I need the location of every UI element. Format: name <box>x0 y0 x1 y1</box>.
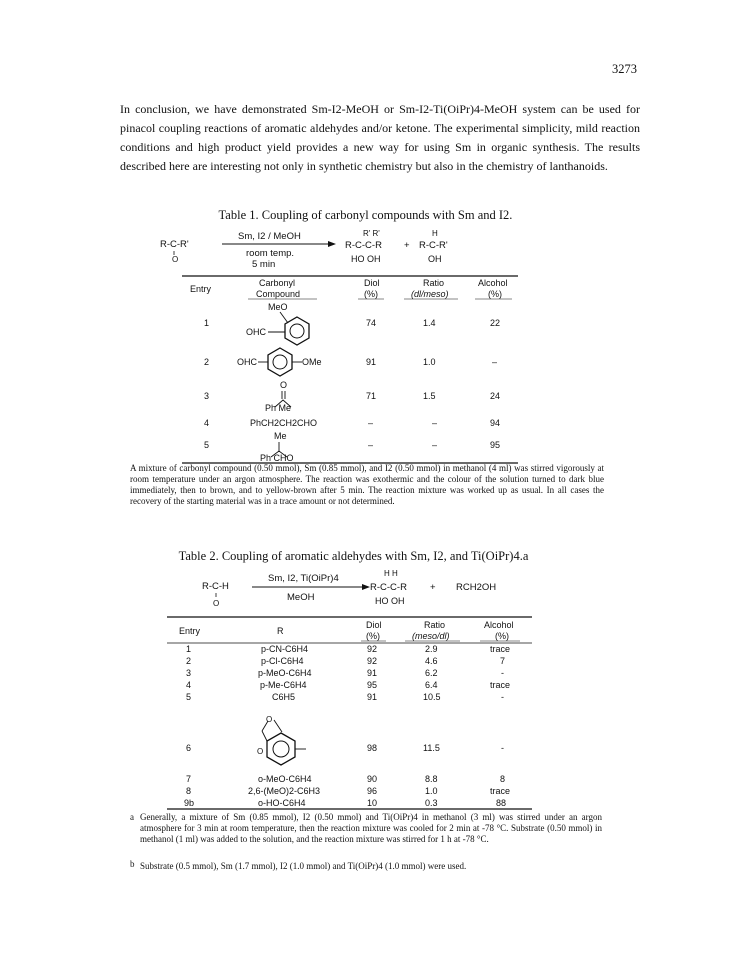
t2-r8-entry: 8 <box>186 786 192 796</box>
t1-reagents: Sm, I2 / MeOH <box>238 231 301 242</box>
t1-h-alc2: (%) <box>488 289 502 299</box>
t2-h-diol2: (%) <box>366 631 380 641</box>
t2-r5-diol: 91 <box>367 692 378 702</box>
t2-r6-entry: 6 <box>186 743 192 753</box>
t1-r3-sub: O <box>280 380 288 390</box>
t1-header <box>190 278 512 299</box>
t1-r1-alc: 22 <box>490 318 501 328</box>
t2-r5-ratio: 10.5 <box>423 692 441 702</box>
t1-r2-alc: – <box>492 357 498 367</box>
t1-r4-diol: – <box>368 418 374 428</box>
t2-r2-alc: 7 <box>500 656 506 666</box>
t2-r7-diol: 90 <box>367 774 378 784</box>
t1-r5-diol: – <box>368 440 374 450</box>
t1-r2-diol: 91 <box>366 357 377 367</box>
t1-rows <box>204 302 500 463</box>
t1-p1: R-C-C-R <box>345 240 382 251</box>
t2-r6-diol: 98 <box>367 743 378 753</box>
t2-r2-diol: 92 <box>367 656 378 666</box>
t2-header <box>179 620 520 641</box>
svg-text:O: O <box>266 715 273 724</box>
t1-r1-entry: 1 <box>204 318 210 328</box>
t1-r3-ratio: 1.5 <box>423 391 436 401</box>
t2-r2-ratio: 4.6 <box>425 656 438 666</box>
page-number: 3273 <box>612 62 637 76</box>
t2-r9-alc: 88 <box>496 798 507 808</box>
t2-r8-diol: 96 <box>367 786 378 796</box>
t2-r5-entry: 5 <box>186 692 192 702</box>
t1-r1-sub: MeO <box>268 302 288 312</box>
t2-reactant: R-C-H <box>202 581 229 592</box>
t2-r1-diol: 92 <box>367 644 378 654</box>
t2-r2-entry: 2 <box>186 656 192 666</box>
t2-row-9 <box>184 798 506 808</box>
t2-r3-entry: 3 <box>186 668 192 678</box>
t1-r1-ring <box>285 317 309 345</box>
t1-row-1 <box>204 302 500 345</box>
t1-cond1: room temp. <box>246 248 295 259</box>
t2-r9-entry: 9b <box>184 798 195 808</box>
t2-row-5 <box>186 692 504 702</box>
t2-r9-r: o-HO-C6H4 <box>258 798 306 808</box>
t2-p1-top: H H <box>384 569 398 578</box>
t2-r5-alc: - <box>501 692 504 702</box>
t2-reactant-o: O <box>213 599 220 608</box>
t1-r2-ring <box>268 348 292 376</box>
t1-r3-diol: 71 <box>366 391 377 401</box>
t1-reactant: R-C-R' <box>160 239 189 250</box>
table1-scheme <box>160 229 448 270</box>
t2-h-ratio2: (meso/dl) <box>412 631 450 641</box>
t1-p1-top: R' R' <box>363 229 380 238</box>
t1-h-carb2: Compound <box>256 289 301 299</box>
t1-h-entry: Entry <box>190 284 212 294</box>
t1-r3-comp: Ph Me <box>265 403 292 413</box>
t2-h-r: R <box>277 626 284 636</box>
t2-r2-r: p-Cl-C6H4 <box>261 656 304 666</box>
t2-r1-alc: trace <box>490 644 511 654</box>
t2-r6-ratio: 11.5 <box>423 743 440 753</box>
t2-r9-diol: 10 <box>367 798 378 808</box>
t1-r5-sub: Me <box>274 431 287 441</box>
t2-plus: + <box>430 582 436 593</box>
t2-footnote-b-mark: b <box>130 859 135 869</box>
t2-r8-alc: trace <box>490 786 511 796</box>
table1-caption: Table 1. Coupling of carbonyl compounds with Sm and I2. <box>218 208 513 222</box>
t2-r3-ratio: 6.2 <box>425 668 438 678</box>
t1-h-alc1: Alcohol <box>478 278 508 288</box>
t2-h-ratio1: Ratio <box>424 620 446 630</box>
t2-h-entry: Entry <box>179 626 201 636</box>
t1-p2-bottom: OH <box>428 254 442 264</box>
t2-r3-r: p-MeO-C6H4 <box>258 668 312 678</box>
t1-r4-ratio: – <box>432 418 438 428</box>
t2-row-8 <box>186 786 510 796</box>
t2-r7-r: o-MeO-C6H4 <box>258 774 312 784</box>
t1-reactant-o: O <box>172 255 179 264</box>
t2-reagents-top: Sm, I2, Ti(OiPr)4 <box>268 573 339 584</box>
t2-row-7 <box>186 774 505 784</box>
t1-r3-alc: 24 <box>490 391 501 401</box>
t2-row-3 <box>186 668 504 678</box>
t1-r1-diol: 74 <box>366 318 377 328</box>
t1-r2-entry: 2 <box>204 357 210 367</box>
t1-p1-bottom: HO OH <box>351 254 381 264</box>
t1-r5-alc: 95 <box>490 440 501 450</box>
table2-footnote-a: Generally, a mixture of Sm (0.85 mmol), I2 (0.50 mmol) and Ti(OiPr)4 in methanol (3 ml) was stirred under an argon atmosphere for 3 min at room temperature, then the reaction mixture was cooled for 2 min at -78 °C. Substrate (0.50 mmol) in methanol (1 ml) was added to the solution, and the reaction mixture was stirred for 1 h at -78 °C. <box>140 812 602 844</box>
t1-h-ratio2: (dl/meso) <box>411 289 449 299</box>
t1-r4-comp: PhCH2CH2CHO <box>250 418 318 428</box>
t1-arrowhead <box>328 241 336 247</box>
t1-h-diol2: (%) <box>364 289 378 299</box>
t2-footnote-a-mark: a <box>130 812 134 822</box>
t2-row-1 <box>186 644 510 654</box>
table2-caption: Table 2. Coupling of aromatic aldehydes with Sm, I2, and Ti(OiPr)4.a <box>178 549 529 563</box>
t1-h-diol1: Diol <box>364 278 380 288</box>
t1-h-carb1: Carbonyl <box>259 278 296 288</box>
t1-r2-sub: OMe <box>302 357 322 367</box>
t1-r5-ratio: – <box>432 440 438 450</box>
t2-r3-alc: - <box>501 668 504 678</box>
t2-p1: R-C-C-R <box>370 582 407 593</box>
t1-row-2 <box>204 348 497 376</box>
table2-scheme <box>202 569 496 608</box>
t1-row-3 <box>204 380 500 413</box>
t1-plus: + <box>404 240 410 251</box>
t2-r4-ratio: 6.4 <box>425 680 438 690</box>
t2-r1-entry: 1 <box>186 644 192 654</box>
t2-r7-entry: 7 <box>186 774 192 784</box>
t2-r4-diol: 95 <box>367 680 378 690</box>
conclusion-text: In conclusion, we have demonstrated Sm-I2-MeOH or Sm-I2-Ti(OiPr)4-MeOH system can be used for pinacol coupling reactions of aromatic aldehydes and/or ketone. The experimental simplicity, mild reaction conditions and high product yield provides a new way for using Sm in organic synthesis. The results described here are interesting not only in synthetic chemistry but also in the chemistry of lanthanoids. <box>120 102 640 173</box>
t2-r6-structure <box>257 715 306 765</box>
t1-r1-ratio: 1.4 <box>423 318 436 328</box>
t2-r6-alc: - <box>501 743 504 753</box>
t1-h-ratio1: Ratio <box>423 278 445 288</box>
t2-row-6 <box>186 715 504 765</box>
t1-p2-top: H <box>432 229 438 238</box>
t2-row-4 <box>186 680 510 690</box>
t1-r2-comp: OHC <box>237 357 257 367</box>
t1-row-5 <box>204 431 500 463</box>
t2-r8-ratio: 1.0 <box>425 786 438 796</box>
t2-h-alc2: (%) <box>495 631 509 641</box>
t1-r1-comp: OHC <box>246 327 266 337</box>
t1-r4-entry: 4 <box>204 418 210 428</box>
t2-r1-ratio: 2.9 <box>425 644 438 654</box>
t1-r3-entry: 3 <box>204 391 210 401</box>
t1-r4-alc: 94 <box>490 418 501 428</box>
t2-r8-r: 2,6-(MeO)2-C6H3 <box>248 786 321 796</box>
t2-r7-ratio: 8.8 <box>425 774 438 784</box>
t2-p1-bottom: HO OH <box>375 596 405 606</box>
t1-r2-ratio: 1.0 <box>423 357 436 367</box>
t2-r9-ratio: 0.3 <box>425 798 438 808</box>
table2-footnote-b: Substrate (0.5 mmol), Sm (1.7 mmol), I2 (1.0 mmol) and Ti(OiPr)4 (1.0 mmol) were used. <box>140 861 467 871</box>
t2-r5-r: C6H5 <box>272 692 296 702</box>
t2-arrowhead <box>362 584 370 590</box>
t1-row-4 <box>204 418 500 428</box>
t1-r5-entry: 5 <box>204 440 210 450</box>
t2-r4-r: p-Me-C6H4 <box>260 680 307 690</box>
t2-r1-r: p-CN-C6H4 <box>261 644 309 654</box>
t2-reagents-bottom: MeOH <box>287 592 315 603</box>
t2-r4-alc: trace <box>490 680 511 690</box>
t2-r7-alc: 8 <box>500 774 506 784</box>
table1-footnote: A mixture of carbonyl compound (0.50 mmol), Sm (0.85 mmol), and I2 (0.50 mmol) in methanol (4 ml) was stirred vigorously at room temperature under an argon atmosphere. The reaction was exothermic and the colour of the solution turned to dark blue immediately, then to brown, and to yellow-brown after 5 min. The reaction mixture was worked up as usual. In all cases the recovery of the starting material was in a trace amount or not determined. <box>130 463 604 506</box>
t2-row-2 <box>186 656 505 666</box>
svg-text:O: O <box>257 747 264 756</box>
t2-r3-diol: 91 <box>367 668 378 678</box>
t1-cond2: 5 min <box>252 259 276 270</box>
t1-p2: R-C-R' <box>419 240 448 251</box>
t2-rows <box>184 644 510 808</box>
t2-h-diol1: Diol <box>366 620 382 630</box>
t2-h-alc1: Alcohol <box>484 620 514 630</box>
t2-r4-entry: 4 <box>186 680 192 690</box>
t1-r5-comp: Ph CHO <box>260 453 294 463</box>
t2-p2: RCH2OH <box>456 582 497 593</box>
